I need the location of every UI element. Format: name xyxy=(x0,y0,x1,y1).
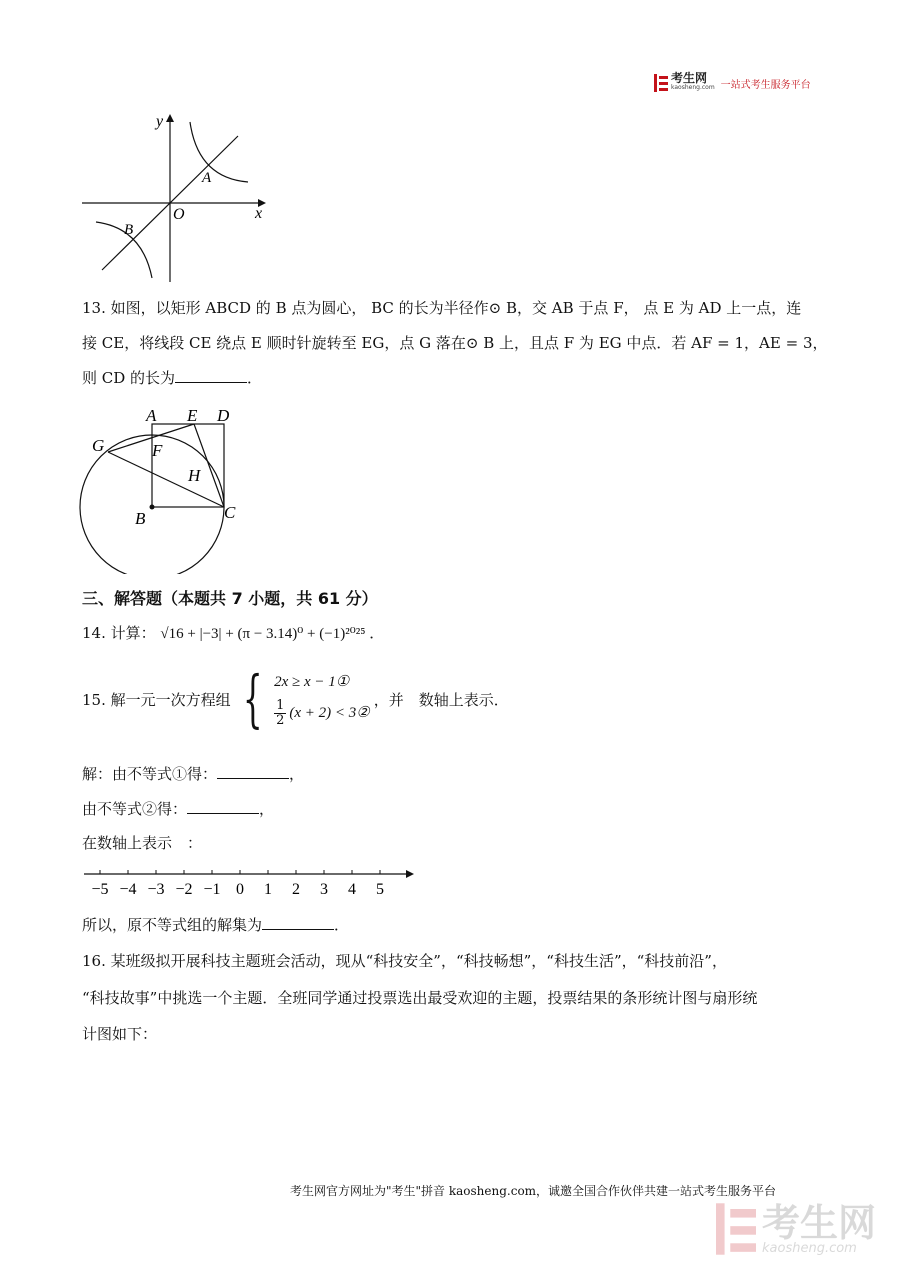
logo-name: 考生网 xyxy=(671,71,708,85)
q15-system xyxy=(274,671,370,728)
number-line-label: −5 xyxy=(91,881,109,898)
q15-frac-num: 1 xyxy=(276,697,285,713)
q16-line1: 16. 某班级拟开展科技主题班会活动，现从“科技安全”，“科技畅想”，“科技生活”，“科技前沿”， xyxy=(82,952,727,970)
number-line-label: 2 xyxy=(292,881,300,898)
label-b: B xyxy=(135,509,146,528)
label-f: F xyxy=(152,441,163,460)
q13-line2: 接 CE，将线段 CE 绕点 E 顺时针旋转至 EG，点 G 落在⊙ B 上，且点 F 为 EG 中点．若 AF = 1，AE = 3， xyxy=(82,334,828,352)
label-c: C xyxy=(224,503,236,522)
q15-ineq1: 2x ≥ x − 1① xyxy=(274,673,350,690)
label-a: A xyxy=(146,406,157,425)
number-line-label: −4 xyxy=(119,881,137,898)
q15-sol2-suffix: ， xyxy=(259,800,275,818)
q13-line3 xyxy=(82,368,262,388)
q15-sol2 xyxy=(82,799,274,819)
footer-text: 考生网官方网址为"考生"拼音 kaosheng.com，诚邀全国合作伙伴共建一站式考生服务平台 xyxy=(290,1184,777,1198)
number-line-label: 1 xyxy=(264,881,272,898)
header-logo xyxy=(654,70,811,96)
q16-line3: 计图如下： xyxy=(82,1025,158,1043)
q13-answer-blank[interactable] xyxy=(175,368,247,383)
watermark-logo-icon xyxy=(716,1203,756,1255)
watermark-name: 考生网 xyxy=(762,1200,877,1245)
q15-fraction xyxy=(274,699,286,728)
q15-sol1-blank[interactable] xyxy=(217,764,289,779)
point-b-label: B xyxy=(124,222,134,238)
q14-expression: √16 + |−3| + (π − 3.14)⁰ + (−1)²⁰²⁵ ． xyxy=(160,626,385,642)
logo-domain: kaosheng.com xyxy=(671,84,715,91)
watermark xyxy=(716,1200,877,1256)
number-line-label: 4 xyxy=(348,881,356,898)
q15-statement xyxy=(82,662,509,735)
q14-line xyxy=(82,623,384,644)
q15-frac-den: 2 xyxy=(276,712,285,728)
q15-sol1 xyxy=(82,764,304,784)
number-line-label: 3 xyxy=(320,881,328,898)
origin-label: O xyxy=(173,206,185,223)
point-a-label: A xyxy=(202,170,212,186)
label-d: D xyxy=(217,406,230,425)
figure-hyperbola xyxy=(80,110,270,285)
number-line-label: 5 xyxy=(376,881,384,898)
section3-title: 三、解答题（本题共 7 小题，共 61 分） xyxy=(82,589,378,608)
label-g: G xyxy=(92,436,105,455)
q15-sol2-prefix: 由不等式②得： xyxy=(82,800,188,818)
brace-icon: { xyxy=(242,662,263,735)
number-line-label: −3 xyxy=(147,881,165,898)
q16-line2: “科技故事”中挑选一个主题．全班同学通过投票选出最受欢迎的主题，投票结果的条形统计图与扇形统 xyxy=(82,989,758,1007)
q13-line3-prefix: 则 CD 的长为 xyxy=(82,369,176,387)
y-axis-label: y xyxy=(156,113,164,130)
label-e: E xyxy=(187,406,198,425)
q15-ineq2 xyxy=(274,699,370,728)
number-line-label: −2 xyxy=(175,881,193,898)
header-slogan: 一站式考生服务平台 xyxy=(720,79,811,91)
q15-conclusion-suffix: ． xyxy=(334,916,350,934)
number-line-label: −1 xyxy=(203,881,221,898)
q15-sol1-prefix: 解：由不等式①得： xyxy=(82,765,218,783)
q15-numline-caption: 在数轴上表示 ： xyxy=(82,834,203,852)
label-h: H xyxy=(188,466,201,485)
number-line-label: 0 xyxy=(236,881,244,898)
q13-line3-suffix: ． xyxy=(247,369,263,387)
q13-line1: 13. 如图，以矩形 ABCD 的 B 点为圆心， BC 的长为半径作⊙ B，交 AB 于点 F， 点 E 为 AD 上一点，连 xyxy=(82,299,802,317)
q15-suffix: ，并 数轴上表示． xyxy=(373,690,509,709)
q15-sol1-suffix: ， xyxy=(289,765,305,783)
q14-prefix: 14. 计算： xyxy=(82,624,156,642)
q15-conclusion-blank[interactable] xyxy=(262,915,334,930)
q15-conclusion xyxy=(82,915,349,935)
kaosheng-logo-icon xyxy=(654,74,668,92)
q15-conclusion-prefix: 所以，原不等式组的解集为 xyxy=(82,916,263,934)
q15-prefix: 15. 解一元一次方程组 xyxy=(82,690,231,709)
q15-sol2-blank[interactable] xyxy=(187,799,259,814)
x-axis-label: x xyxy=(255,205,263,222)
watermark-domain: kaosheng.com xyxy=(762,1240,857,1256)
number-line xyxy=(80,862,420,904)
q15-ineq2-rest: (x + 2) < 3② xyxy=(289,705,370,721)
figure-rectangle-circle xyxy=(78,402,248,574)
